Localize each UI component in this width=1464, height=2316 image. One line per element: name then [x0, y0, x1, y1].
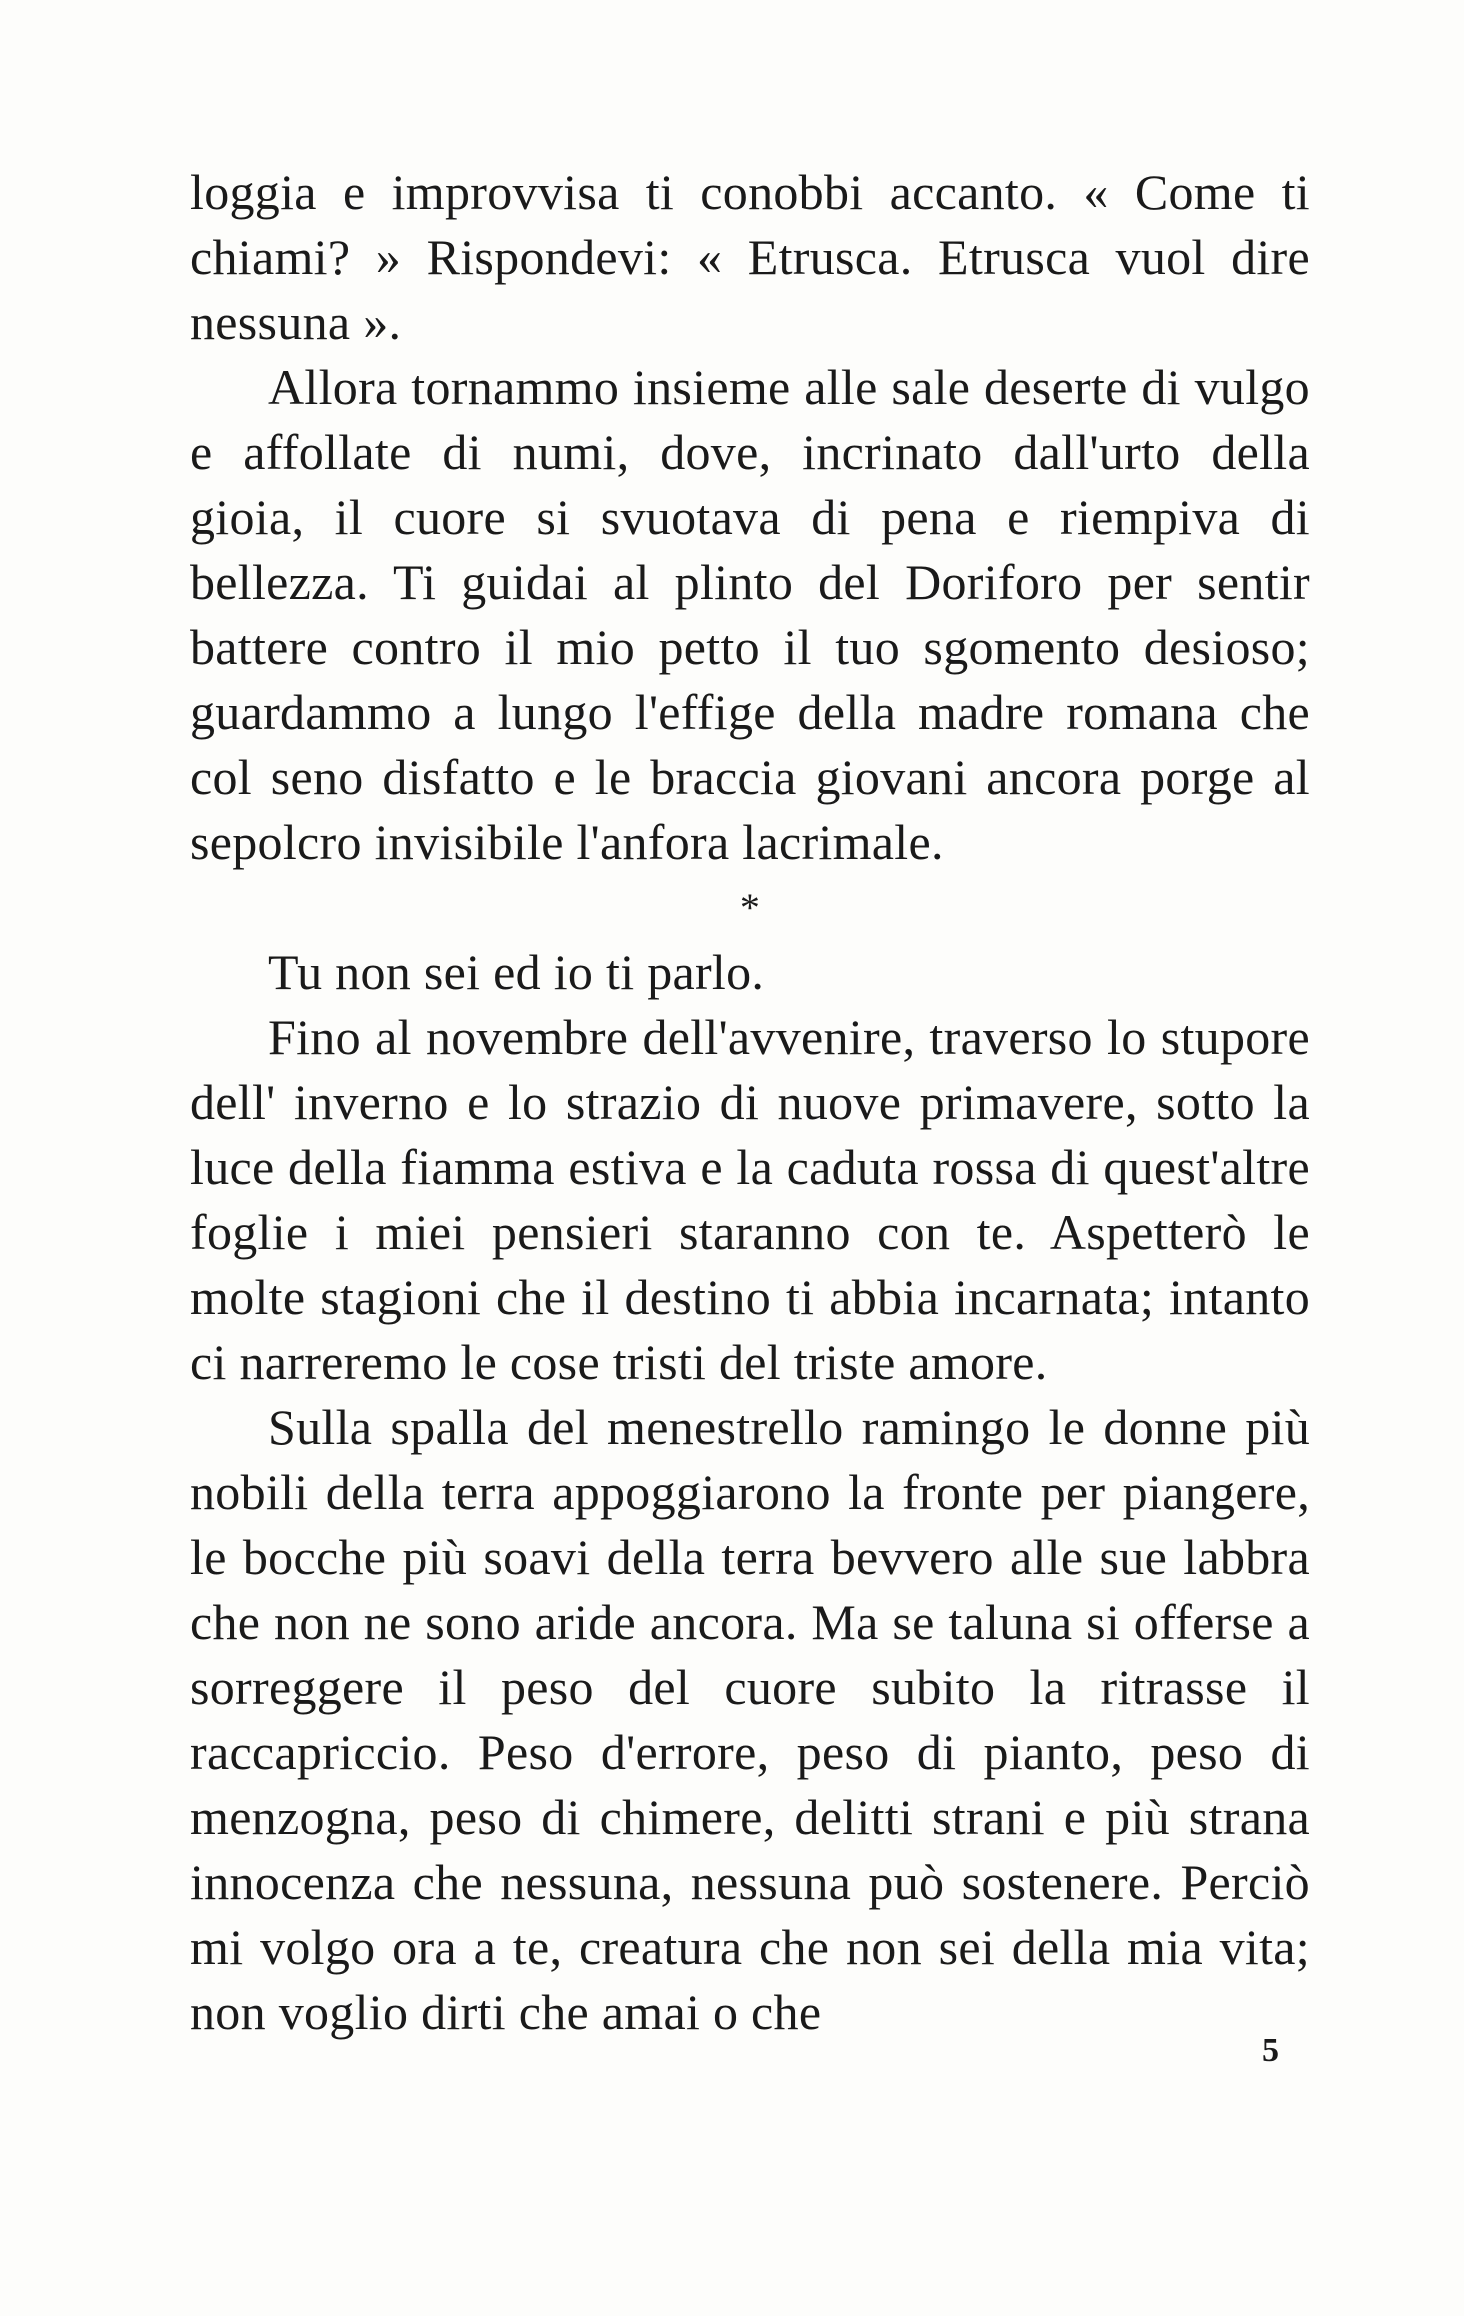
paragraph-1: loggia e improvvisa ti conobbi accanto. « Come ti chiami? » Rispondevi: « Etrusca. Etrusca vuol dire nessuna ». — [190, 164, 1310, 350]
page-text — [190, 160, 1310, 2045]
paragraph-2: Allora tornammo insieme alle sale deserte di vulgo e affollate di numi, dove, incrinato dall'urto della gioia, il cuore si svuotava di pena e riempiva di bellezza. Ti guidai al plinto del Doriforo per sentir battere contro il mio petto il tuo sgomento desioso; guardammo a lungo l'effige della madre romana che col seno disfatto e le braccia giovani ancora porge al sepolcro invisibile l'anfora lacrimale. — [190, 359, 1310, 870]
paragraph-4: Fino al novembre dell'avvenire, traverso lo stupore dell' inverno e lo strazio di nuove primavere, sotto la luce della fiamma estiva e la caduta rossa di quest'altre foglie i miei pensieri staranno con te. Aspetterò le molte stagioni che il destino ti abbia incarnata; intanto ci narreremo le cose tristi del triste amore. — [190, 1009, 1310, 1390]
paragraph-3: Tu non sei ed io ti parlo. — [268, 944, 765, 1000]
paragraph-5: Sulla spalla del menestrello ramingo le donne più nobili della terra appoggiarono la fronte per piangere, le bocche più soavi della terra bevvero alle sue labbra che non ne sono aride ancora. Ma se taluna si offerse a sorreggere il peso del cuore subito la ritrasse il raccapriccio. Peso d'errore, peso di pianto, peso di menzogna, peso di chimere, delitti strani e più strana innocenza che nessuna, nessuna può sostenere. Perciò mi volgo ora a te, creatura che non sei della mia vita; non voglio dirti che amai o che — [190, 1399, 1310, 2040]
page-number: 5 — [1262, 2032, 1279, 2069]
section-separator: * — [739, 885, 761, 930]
